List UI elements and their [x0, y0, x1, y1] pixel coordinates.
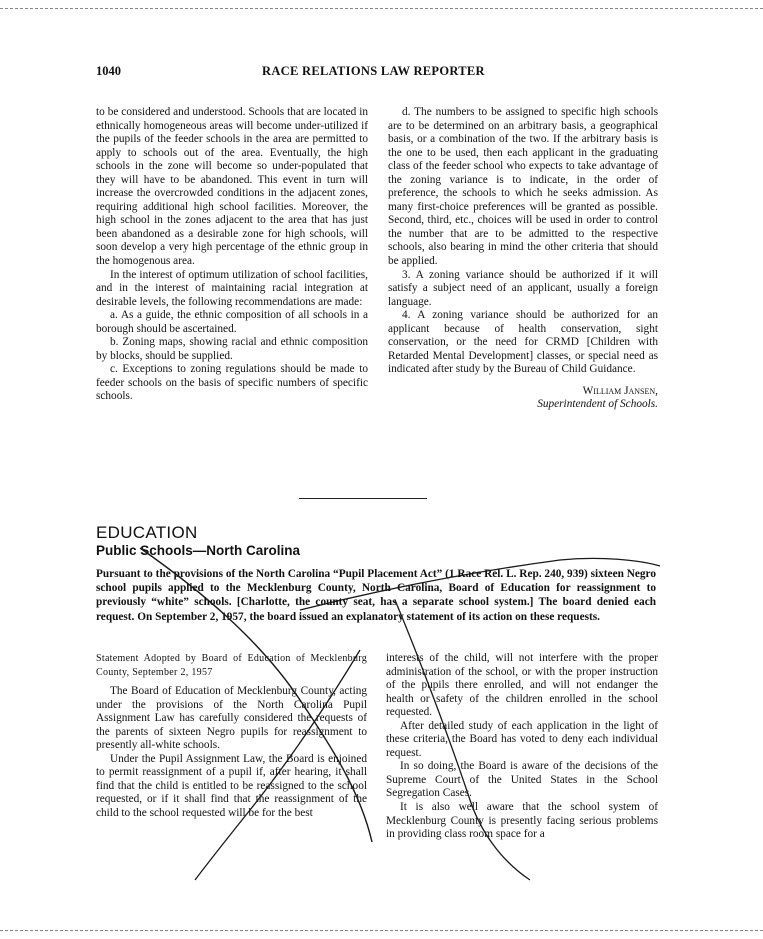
top-left-column: [96, 106, 368, 404]
paragraph: In the interest of optimum utilization of school facilities, and in the interest of maintaining racial integration at desirable levels, the following recommendations are made:: [96, 268, 368, 308]
paragraph: d. The numbers to be assigned to specific high schools are to be determined on an arbitrary basis, a geographical basis, or a combination of the two. If the arbitrary basis is the one to be used, then each applicant in the graduating class of the feeder school who expects to take advantage of the zoning variance is to indicate, in the order of preference, the schools to which he seeks admission. As many first-choice preferences will be granted as possible. Second, third, etc., choices will be used in order to control the number that are to be admitted to the respective schools, also bearing in mind the other criteria that should be applied.: [388, 106, 658, 268]
bottom-left-column: [96, 652, 367, 821]
bottom-edge-line: [0, 930, 763, 931]
paragraph: In so doing, the Board is aware of the decisions of the Supreme Court of the United States in the School Segregation Cases.: [386, 760, 658, 800]
section-divider: [299, 498, 427, 499]
paragraph: to be considered and understood. Schools that are located in ethnically homogeneous areas will become under-utilized if the pupils of the feeder schools in the area are permitted to apply to schools out of the area. Eventually, the high schools in the zone will become so under-populated that they will have to be abandoned. This event in turn will increase the overcrowded conditions in the adjacent zones, requiring additional high school facilities. Moreover, the high school in the zones adjacent to the area that has just been abandoned as a desirable zone for high schools, will soon develop a very high percentage of the ethnic group in the homogenous area.: [96, 106, 368, 268]
paragraph: c. Exceptions to zoning regulations should be made to feeder schools on the basis of specific numbers of specific schools.: [96, 363, 368, 403]
page-number: 1040: [96, 64, 121, 78]
paragraph: 4. A zoning variance should be authorized for an applicant because of health conservation, sight conservation, or the need for CRMD [Children with Retarded Mental Development] classes, or special need as indicated after study by the Bureau of Child Guidance.: [388, 309, 658, 376]
bottom-right-column: [386, 652, 658, 842]
paragraph: b. Zoning maps, showing racial and ethnic composition by blocks, should be supplied.: [96, 336, 368, 362]
paragraph: 3. A zoning variance should be authorized if it will satisfy a subject need of an applicant, usually a foreign language.: [388, 268, 658, 308]
paragraph: The Board of Education of Mecklenburg County, acting under the provisions of the North Carolina Pupil Assignment Law has carefully considered the requests of the parents of sixteen Negro pupils for reassignment to presently all-white schools.: [96, 685, 367, 752]
statement-heading: Statement Adopted by Board of Education of Mecklenburg County, September 2, 1957: [96, 653, 367, 678]
paragraph: interests of the child, will not interfere with the proper administration of the school, or with the proper instruction of the pupils there enrolled, and will not endanger the health or safety of the children enrolled in the school requested.: [386, 652, 658, 719]
paragraph: It is also well aware that the school system of Mecklenburg County is presently facing serious problems in providing class room space for a: [386, 801, 658, 841]
top-edge-line: [0, 8, 763, 9]
signature-name: William Jansen,: [582, 384, 658, 397]
signature-block: [388, 385, 658, 412]
section-subtitle: Public Schools—North Carolina: [96, 543, 301, 558]
paragraph: After detailed study of each application in the light of these criteria, the Board has voted to deny each individual request.: [386, 719, 658, 759]
running-title: RACE RELATIONS LAW REPORTER: [262, 64, 485, 78]
paragraph: Under the Pupil Assignment Law, the Board is enjoined to permit reassignment of a pupil if, after hearing, it shall find that the child is entitled to be reassigned to the school requested, or if it shall find that the reassignment of the child to the school requested will be for the best: [96, 752, 367, 820]
section-title: EDUCATION: [96, 523, 198, 542]
signature-title: Superintendent of Schools.: [537, 398, 658, 411]
case-summary: Pursuant to the provisions of the North Carolina “Pupil Placement Act” (1 Race Rel. L. Rep. 240, 939) sixteen Negro school pupils applied to the Mecklenburg County, North Carolina, Board of Education for reassignment to previously “white” schools. [Charlotte, the county seat, has a separate school system.] The board denied each request. On September 2, 1957, the board issued an explanatory statement of its action on these requests.: [96, 568, 656, 623]
top-right-column: [388, 106, 658, 412]
paragraph: a. As a guide, the ethnic composition of all schools in a borough should be ascertained.: [96, 309, 368, 335]
